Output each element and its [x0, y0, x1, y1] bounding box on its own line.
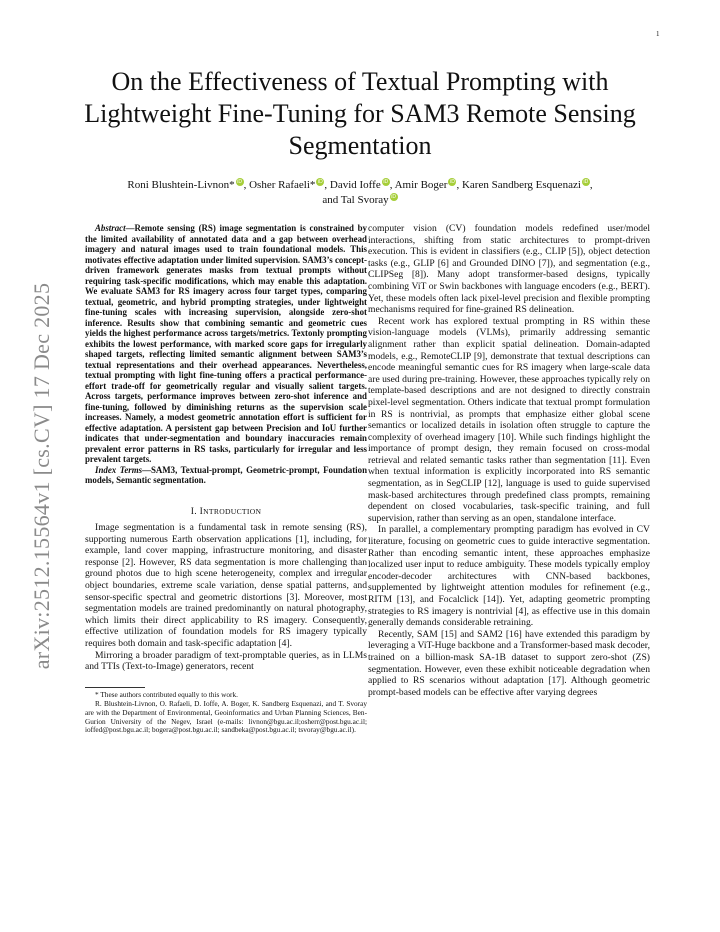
arxiv-stamp-text: arXiv:2512.15564v1 [cs.CV] 17 Dec 2025	[29, 282, 54, 670]
section-heading-introduction: I. INTRODUCTION	[190, 505, 262, 517]
footnote-divider	[85, 687, 145, 688]
orcid-icon[interactable]: iD	[450, 179, 455, 186]
author-2: Osher Rafaeli* iD ,	[249, 179, 330, 191]
author-1: Roni Blushtein-Livnon* iD ,	[127, 179, 250, 191]
index-terms: Index Terms—SAM3, Textual-prompt, Geometric-prompt, Foundation models, Semantic segmentation.	[85, 464, 367, 485]
paragraph: computer vision (CV) foundation models redefined user/model interactions, shifting from static architectures to prompt-driven execution. This is evident in classifiers (e.g., CLIP [5]), object detection tasks (e.g., GLIP [6] and Grounded DINO [7]), and segmentation (e.g., CLIPSeg [8]). Many adopt transformer-based designs, typically combining ViT or Swin backbones with language encoders (e.g., BERT). Yet, these models often lack pixel-level precision and flexible prompting mechanisms required for fine-grained RS delineation.	[368, 223, 650, 316]
orcid-icon[interactable]: iD	[318, 179, 323, 186]
author-4: Amir Boger iD ,	[394, 179, 462, 191]
paper-title: On the Effectiveness of Textual Prompting with Lightweight Fine-Tuning for SAM3 Remote Sensing Segmentation	[84, 67, 636, 160]
footnote-affiliations: R. Blushtein-Livnon, O. Rafaeli, D. Ioffe, A. Boger, K. Sandberg Esquenazi, and T. Svoray are with the Department of Environmental, Geoinformatics and Urban Planning Sciences, Ben-Gurion University of the Negev, Israel (e-mails: livnon@bgu.ac.il;osherr@post.bgu.ac.il; ioffed@post.bgu.ac.il; bogera@post.bgu.ac.il; sandbeka@post.bgu.ac.il; tsvoray@bgu.ac.il).	[85, 698, 367, 735]
orcid-icon[interactable]: iD	[237, 179, 242, 186]
orcid-icon[interactable]: iD	[391, 194, 396, 201]
paragraph: Recently, SAM [15] and SAM2 [16] have extended this paradigm by leveraging a ViT-Huge backbone and a Transformer-based mask decoder, trained on a billion-mask SA-1B dataset to support zero-shot (ZS) segmentation. However, even these exhibit noticeable degradation when applied to RS scenarios without adaptation [17]. Although geometric prompt-based models can be effective after varying degrees	[368, 628, 650, 698]
paragraph: Mirroring a broader paradigm of text-promptable queries, as in LLMs and TTIs (Text-to-Image) generators, recent	[85, 649, 367, 673]
left-column	[85, 223, 367, 735]
abstract: Abstract—Remote sensing (RS) image segmentation is constrained by the limited availability of annotated data and a gap between overhead imagery and natural images used to train foundational models. This motivates effective adaptation under limited supervision. SAM3’s concept-driven framework generates masks from textual prompts without requiring task-specific modifications, which may enable this adaptation. We evaluate SAM3 for RS imagery across four target types, comparing textual, geometric, and hybrid prompting strategies, under lightweight fine-tuning scales with increasing supervision, alongside zero-shot inference. Results show that combining semantic and geometric cues yields the highest performance across targets/metrics. Textonly prompting exhibits the lowest performance, with marked score gaps for irregularly shaped targets, reflecting limited semantic alignment between SAM3’s textual representations and their overhead appearances. Nevertheless, textual prompting with light fine-tuning offers a practical performance-effort trade-off for geometrically regular and visually salient targets. Across targets, performance improves between zero-shot inference and fine-tuning, followed by diminishing returns as the supervision scale increases. Namely, a modest geometric annotation effort is sufficient for effective adaptation. A persistent gap between Precision and IoU further indicates that under-segmentation and boundary inaccuracies remain prevalent error patterns in RS tasks, particularly for irregular and less prevalent targets.	[85, 223, 367, 464]
paragraph: Image segmentation is a fundamental task in remote sensing (RS), supporting numerous Earth observation applications [1], including, for example, land cover mapping, infrastructure monitoring, and disaster response [2]. However, RS data segmentation is more challenging than ground photos due to high scene heterogeneity, complex and irregular object boundaries, extreme scale variation, dense spatial patterns, and sensor-specific spectral and geometric distortions [3]. Moreover, most segmentation models are trained predominantly on natural photography, which limits their direct applicability to RS imagery. Consequently, effective utilization of foundation models for RS imagery typically requires both domain and task-specific adaptation [4].	[85, 522, 367, 650]
author-5: Karen Sandberg Esquenazi iD ,	[461, 179, 593, 191]
orcid-icon[interactable]: iD	[583, 179, 589, 186]
right-column	[368, 223, 650, 698]
paragraph: In parallel, a complementary prompting paradigm has evolved in CV literature, focusing on geometric cues to guide interactive segmentation. Rather than encoding semantic intent, these approaches emphasize localized user input to reduce ambiguity. These models typically employ encoder-decoder architectures with CNN-based backbones, supplemented by lightweight attention modules for refinement (e.g., RITM [13], and Focalclick [14]). Yet, adapting geometric prompting strategies to RS imagery is nontrivial [4], as effective use in this domain generally demands considerable retraining.	[368, 524, 650, 629]
page-number: 1	[656, 30, 660, 38]
paragraph: Recent work has explored textual prompting in RS within these vision-language models (VLMs), primarily addressing semantic alignment rather than explicit spatial delineation. Domain-adapted models, e.g., RemoteCLIP [9], demonstrate that textual descriptions can encode meaningful semantic cues for RS imagery when large-scale data are used during pre-training. However, these approaches typically rely on template-based descriptions and are not designed to directly constrain pixel-level segmentation. Others indicate that textual prompt formulation in RS is nontrivial, as prompts that emphasize either global scene semantics or localized details in isolation often struggle to capture the complexity of overhead imagery [10]. While such findings highlight the importance of prompt design, they remain focused on cross-modal retrieval and related semantic tasks rather than segmentation [11]. Even when textual information is explicitly incorporated into RS semantic segmentation, as in SegCLIP [12], language is used to guide supervised mask-based architectures through predefined class prompts, remaining dependent on closed vocabularies, task-specific training, and full supervision, rather than serving as an open, standalone interface.	[368, 315, 650, 524]
author-3: David Ioffe iD ,	[329, 179, 395, 191]
author-list	[70, 178, 650, 208]
footnote-equal-contribution: * These authors contributed equally to this work.	[95, 689, 238, 699]
orcid-icon[interactable]: iD	[383, 179, 389, 186]
author-6: and Tal Svoray iD	[322, 194, 396, 206]
